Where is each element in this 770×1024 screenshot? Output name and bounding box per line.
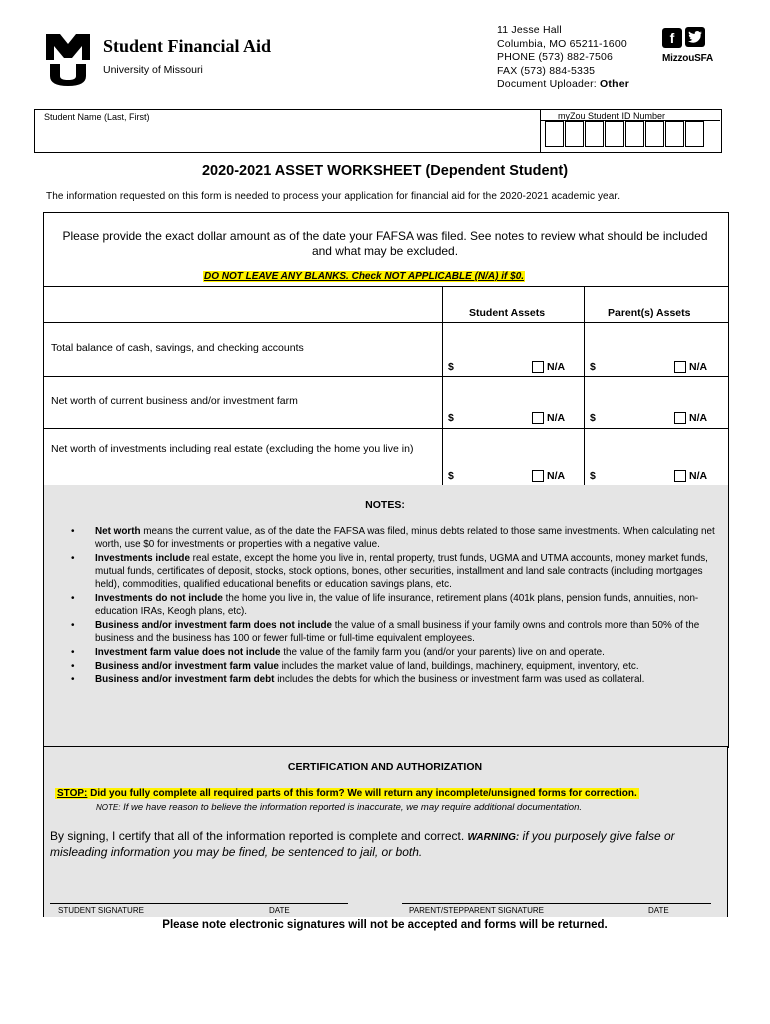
student-signature-line[interactable]: [50, 903, 348, 904]
student-cash-na-checkbox[interactable]: [532, 361, 544, 373]
certification-title: CERTIFICATION AND AUTHORIZATION: [287, 761, 483, 773]
parent-investments-amount-field[interactable]: [600, 467, 670, 483]
note-item: • Investment farm value does not include the value of the family farm you (and/or your parents) live on and operate.: [95, 646, 725, 659]
brand-title: Student Financial Aid: [103, 36, 272, 56]
na-label: N/A: [689, 470, 708, 482]
facebook-icon[interactable]: f: [662, 28, 682, 48]
row-label-business: Net worth of current business and/or investment farm: [51, 395, 298, 407]
twitter-icon[interactable]: [685, 27, 705, 47]
student-id-input[interactable]: [545, 121, 705, 147]
parent-cash-amount-field[interactable]: [600, 358, 670, 374]
student-signature-label: STUDENT SIGNATURE: [58, 906, 144, 915]
certification-statement: By signing, I certify that all of the information reported is complete and correct. WARNING: if you purposely give false or misleading information you may be fined, be sentenced to jail, or both.: [50, 829, 675, 859]
student-cash-amount-field[interactable]: [458, 358, 528, 374]
divider: [43, 286, 729, 287]
id-digit-cell[interactable]: [565, 121, 584, 147]
row-label-investments: Net worth of investments including real estate (excluding the home you live in): [51, 443, 414, 455]
parent-business-na-checkbox[interactable]: [674, 412, 686, 424]
divider: [43, 322, 729, 323]
currency-symbol: $: [448, 361, 454, 373]
parent-signature-label: PARENT/STEPPARENT SIGNATURE: [409, 906, 544, 915]
stop-notice: STOP: Did you fully complete all required parts of this form? We will return any incomplete/unsigned forms for correction.: [57, 788, 637, 799]
parent-signature-line[interactable]: [402, 903, 711, 904]
divider: [540, 109, 541, 153]
note-item: • Investments include real estate, except the home you live in, rental property, trust funds, UGMA and UTMA accounts, money market funds, mutual funds, certificates of deposit, stocks, stock options, bones, other securities, installment and land sale contracts (including mortgages held), commodities, qualified educational benefits or education savings plans, etc.: [95, 552, 725, 592]
na-label: N/A: [547, 470, 566, 482]
uploader-line: Document Uploader: Other: [497, 78, 630, 90]
student-business-amount-field[interactable]: [458, 409, 528, 425]
footer-note: Please note electronic signatures will not be accepted and forms will be returned.: [162, 919, 608, 931]
student-name-label: Student Name (Last, First): [44, 112, 150, 122]
social-handle: MizzouSFA: [662, 53, 713, 64]
note-item: • Net worth means the current value, as of the date the FAFSA was filed, minus debts related to those same investments. When calculating net worth, use $0 for investments or properties with a negative value.: [95, 525, 725, 551]
mu-logo: [46, 34, 90, 86]
notes-title: NOTES:: [365, 499, 405, 511]
id-digit-cell[interactable]: [585, 121, 604, 147]
na-label: N/A: [547, 412, 566, 424]
contact-address: [497, 24, 629, 92]
parent-business-amount-field[interactable]: [600, 409, 670, 425]
student-investments-na-checkbox[interactable]: [532, 470, 544, 482]
id-digit-cell[interactable]: [665, 121, 684, 147]
currency-symbol: $: [448, 412, 454, 424]
student-business-na-checkbox[interactable]: [532, 412, 544, 424]
note-item: • Business and/or investment farm debt includes the debts for which the business or investment farm was used as collateral.: [95, 673, 725, 686]
warning-banner: DO NOT LEAVE ANY BLANKS. Check NOT APPLICABLE (N/A) if $0.: [204, 271, 525, 282]
student-id-label: myZou Student ID Number: [558, 111, 666, 121]
currency-symbol: $: [590, 361, 596, 373]
currency-symbol: $: [590, 412, 596, 424]
notes-list: [95, 525, 725, 687]
intro-text: The information requested on this form is needed to process your application for financial aid for the 2020-2021 academic year.: [46, 191, 621, 202]
address-line: 11 Jesse Hall: [497, 24, 562, 36]
student-investments-amount-field[interactable]: [458, 467, 528, 483]
divider: [43, 376, 729, 377]
id-digit-cell[interactable]: [545, 121, 564, 147]
column-student-assets: Student Assets: [469, 307, 546, 319]
phone-line: PHONE (573) 882-7506: [497, 51, 614, 63]
document-title: 2020-2021 ASSET WORKSHEET (Dependent Student): [201, 163, 569, 179]
na-label: N/A: [547, 361, 566, 373]
note-item: • Business and/or investment farm value includes the market value of land, buildings, machinery, equipment, inventory, etc.: [95, 660, 725, 673]
note-item: • Investments do not include the home you live in, the value of life insurance, retirement plans (401k plans, pension funds, annuities, non-education IRAs, Keogh plans, etc).: [95, 592, 725, 618]
na-label: N/A: [689, 412, 708, 424]
instructions: Please provide the exact dollar amount as of the date your FAFSA was filed. See notes to review what should be included and what may be excluded.: [62, 229, 708, 258]
divider: [43, 428, 729, 429]
id-digit-cell[interactable]: [685, 121, 704, 147]
row-label-cash: Total balance of cash, savings, and checking accounts: [51, 342, 304, 354]
parent-date-label: DATE: [648, 906, 669, 915]
stop-note: NOTE: If we have reason to believe the information reported is inaccurate, we may require additional documentation.: [96, 802, 582, 813]
divider: [584, 286, 585, 485]
currency-symbol: $: [448, 470, 454, 482]
currency-symbol: $: [590, 470, 596, 482]
id-digit-cell[interactable]: [625, 121, 644, 147]
divider: [442, 286, 443, 485]
parent-cash-na-checkbox[interactable]: [674, 361, 686, 373]
parent-investments-na-checkbox[interactable]: [674, 470, 686, 482]
fax-line: FAX (573) 884-5335: [497, 64, 596, 77]
note-item: • Business and/or investment farm does not include the value of a small business if your family owns and controls more than 50% of the business and the business has 100 or fewer full-time or full-time equivalent employees.: [95, 619, 725, 645]
student-name-field[interactable]: [36, 124, 536, 150]
column-parent-assets: Parent(s) Assets: [608, 307, 691, 319]
brand-subtitle: University of Missouri: [103, 64, 203, 76]
social-icons: [662, 27, 708, 48]
na-label: N/A: [689, 361, 708, 373]
id-digit-cell[interactable]: [645, 121, 664, 147]
id-digit-cell[interactable]: [605, 121, 624, 147]
address-line: Columbia, MO 65211-1600: [497, 37, 627, 50]
student-date-label: DATE: [269, 906, 290, 915]
